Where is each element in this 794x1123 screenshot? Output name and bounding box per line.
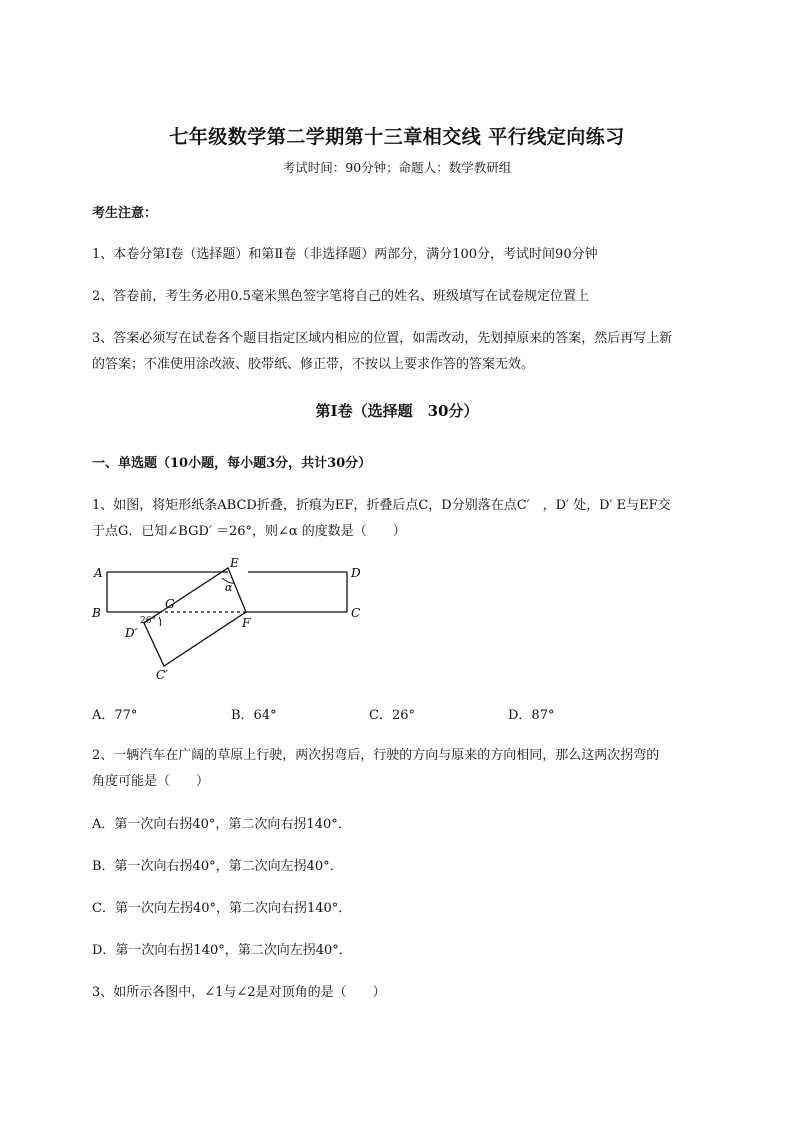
q2-option-b: B．第一次向右拐40°，第二次向左拐40°． <box>92 859 343 874</box>
section-title: 第Ⅰ卷（选择题 30分） <box>315 402 479 420</box>
notice-item-3: 3、答案必须写在试卷各个题目指定区域内相应的位置，如需改动，先划掉原来的答案，然后再写上新 <box>92 331 673 346</box>
q2-option-a: A．第一次向右拐40°，第二次向右拐140°． <box>92 817 351 832</box>
notice-heading: 考生注意： <box>92 206 158 221</box>
label-c-prime: C′ <box>156 668 168 682</box>
q1-figure <box>88 555 378 685</box>
label-a: A <box>94 566 103 580</box>
notice-item-2: 2、答卷前，考生务必用0.5毫米黑色签字笔将自己的姓名、班级填写在试卷规定位置上 <box>92 289 589 304</box>
q2-text-line2: 角度可能是（ ） <box>92 774 210 789</box>
label-b: B <box>92 606 101 620</box>
q1-option-c: C．26° <box>369 708 415 723</box>
label-f: F <box>242 616 251 630</box>
label-d-prime: D′ <box>125 626 138 640</box>
q1-option-a: A．77° <box>92 708 138 723</box>
exam-info: 考试时间：90分钟；命题人：数学教研组 <box>282 160 512 175</box>
q3-text-line1: 3、如所示各图中，∠1与∠2是对顶角的是（ ） <box>92 985 386 1000</box>
label-g: G <box>165 597 175 611</box>
label-c: C <box>351 606 361 620</box>
label-26-degree: 26° <box>140 616 156 626</box>
q1-text-line2: 于点G．已知∠BGD′ ＝26°，则∠α 的度数是（ ） <box>92 524 406 539</box>
q1-option-d: D．87° <box>508 708 555 723</box>
page-title: 七年级数学第二学期第十三章相交线 平行线定向练习 <box>169 126 625 148</box>
label-d: D <box>351 566 361 580</box>
label-alpha: α <box>225 581 233 594</box>
q2-text-line1: 2、一辆汽车在广阔的草原上行驶，两次拐弯后，行驶的方向与原来的方向相同，那么这两次拐弯的 <box>92 748 660 763</box>
q2-option-d: D．第一次向右拐140°，第二次向左拐40°． <box>92 943 352 958</box>
q1-text-line1: 1、如图，将矩形纸条ABCD折叠，折痕为EF，折叠后点C，D分别落在点C′ ，D′ 处，D′ E与EF交 <box>92 498 671 513</box>
part-title: 一、单选题（10小题，每小题3分，共计30分） <box>92 456 372 471</box>
notice-item-3-cont: 的答案；不准使用涂改液、胶带纸、修正带，不按以上要求作答的答案无效。 <box>92 357 535 372</box>
q1-option-b: B．64° <box>231 708 277 723</box>
label-e: E <box>230 556 239 570</box>
notice-item-1: 1、本卷分第Ⅰ卷（选择题）和第Ⅱ卷（非选择题）两部分，满分100分，考试时间90分钟 <box>92 247 598 262</box>
q2-option-c: C．第一次向左拐40°，第二次向右拐140°． <box>92 901 352 916</box>
